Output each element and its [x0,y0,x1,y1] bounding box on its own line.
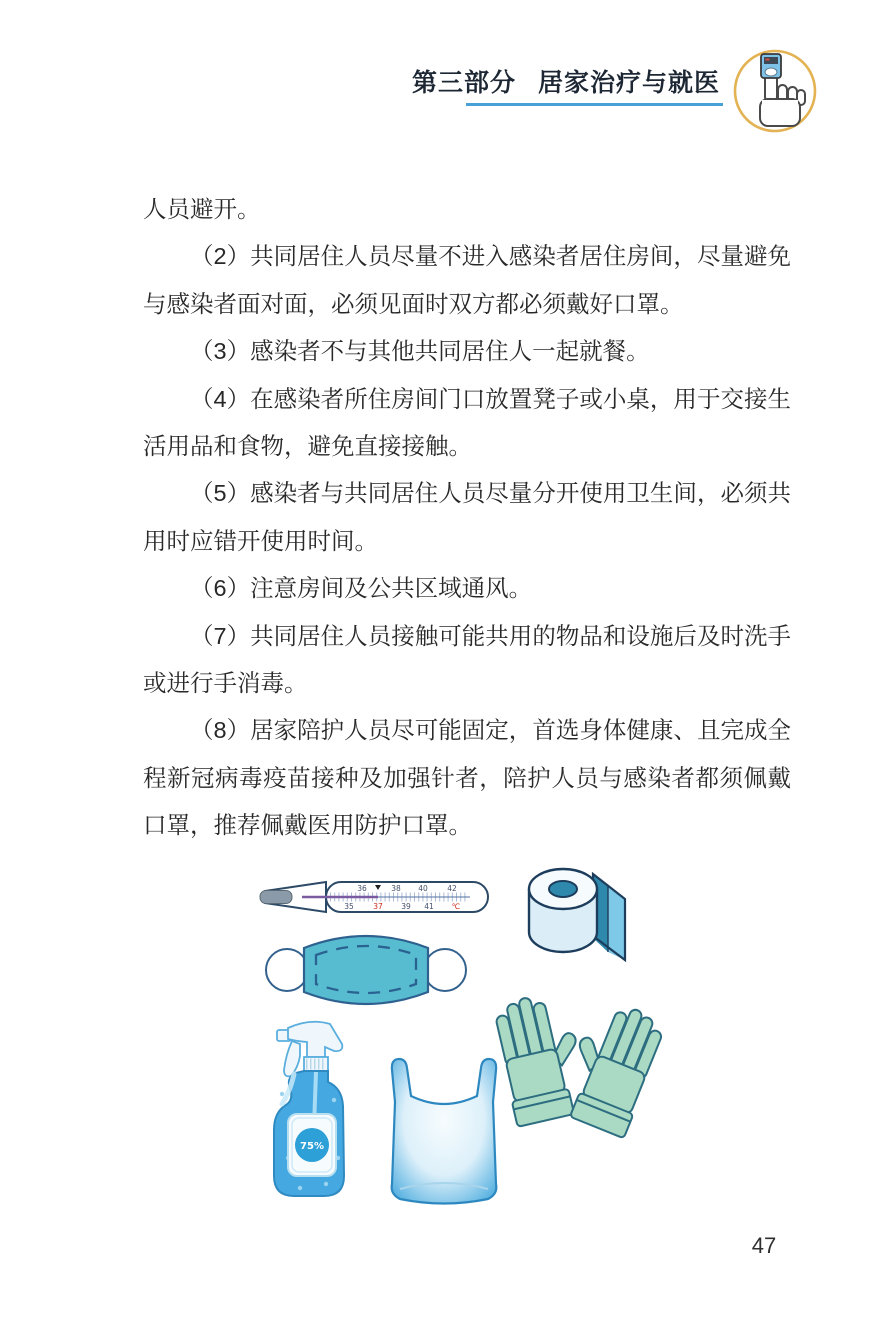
scale-value: 35 [344,902,354,911]
thermometer-icon [260,882,488,912]
pulse-oximeter-hand-icon [731,47,819,135]
face-mask-icon [266,936,466,1004]
spray-bottle-icon [274,1022,344,1196]
spray-label: 75% [300,1141,324,1152]
oximeter-device [761,54,781,78]
toilet-paper-roll-icon [529,869,625,960]
scale-value-37: 37 [373,902,383,911]
paragraph-item-3: （3）感染者不与其他共同居住人一起就餐。 [190,338,650,365]
section-label: 第三部分 [411,69,516,97]
section-heading [412,63,720,99]
header-underline [466,103,723,106]
scale-value: 40 [418,884,428,893]
supplies-illustration [230,858,690,1208]
paragraph-continuation: 人员避开。 [143,196,261,222]
paragraph-item-4: （4）在感染者所住房间门口放置凳子或小桌，用于交接生活用品和食物，避免直接接触。 [143,385,791,460]
scale-value: 36 [357,884,367,893]
paragraph-item-8: （8）居家陪护人员尽可能固定，首选身体健康、且完成全程新冠病毒疫苗接种及加强针者，陪护人员与感染者都须佩戴口罩，推荐佩戴医用防护口罩。 [143,717,791,839]
paragraph-item-5: （5）感染者与共同居住人员尽量分开使用卫生间，必须共用时应错开使用时间。 [143,480,791,554]
paragraph-item-6: （6）注意房间及公共区域通风。 [190,575,533,602]
scale-value: 41 [424,902,434,911]
scale-value: 39 [401,902,411,911]
section-title: 居家治疗与就医 [537,69,720,97]
scale-value: 42 [447,884,457,893]
plastic-bag-icon [392,1059,497,1204]
scale-unit-celsius: ℃ [451,902,461,911]
page-number: 47 [751,1233,777,1258]
paragraph-item-7: （7）共同居住人员接触可能共用的物品和设施后及时洗手或进行手消毒。 [143,622,791,697]
body-text [143,186,791,850]
scale-value: 38 [391,884,401,893]
paragraph-item-2: （2）共同居住人员尽量不进入感染者居住房间，尽量避免与感染者面对面，必须见面时双方都必须戴好口罩。 [143,243,791,317]
rubber-gloves-icon [490,989,670,1138]
